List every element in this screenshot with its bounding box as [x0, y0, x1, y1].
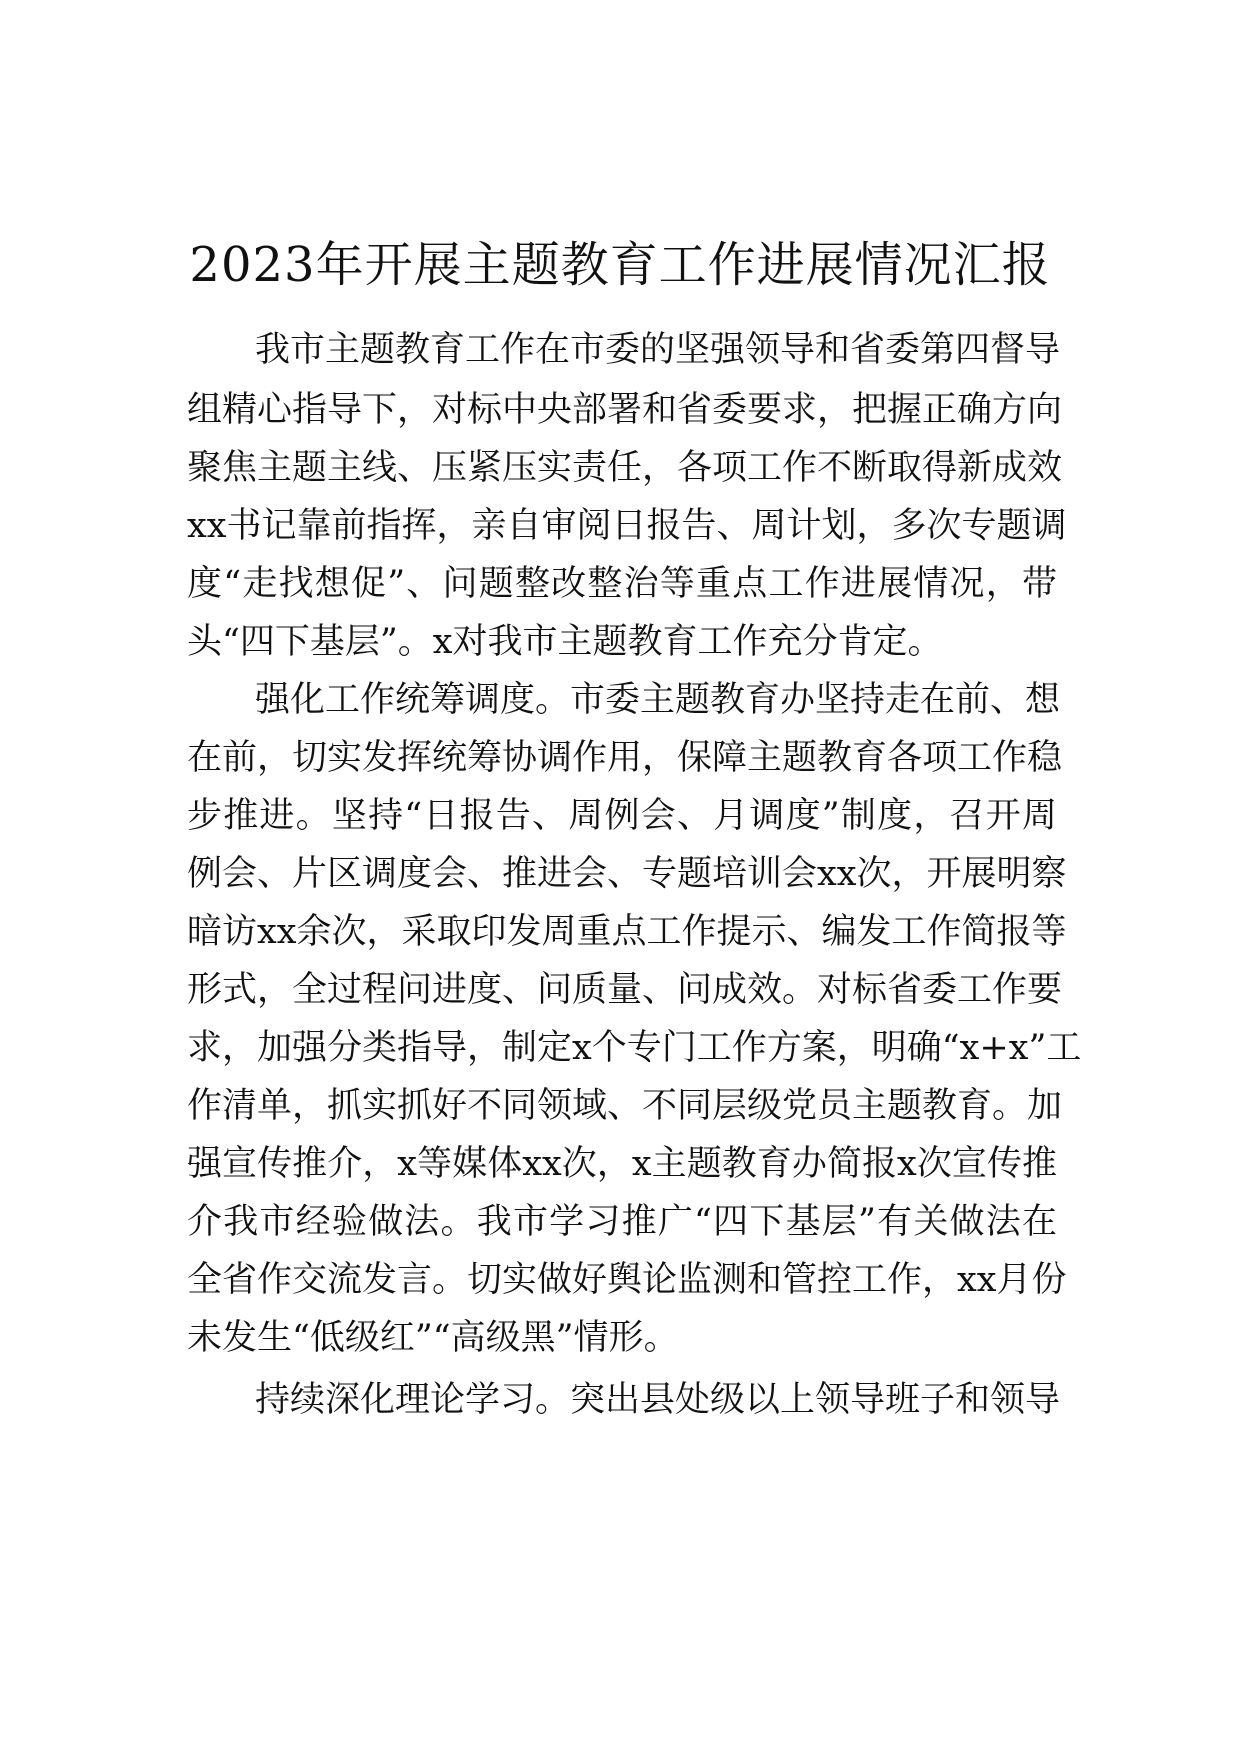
paragraph-2-line-12: 未发生“低级红”“高级黑”情形。: [187, 1318, 679, 1358]
paragraph-1-line-4: xx书记靠前指挥，亲自审阅日报告、周计划，多次专题调: [187, 506, 1067, 546]
paragraph-1-line-6: 头“四下基层”。x对我市主题教育工作充分肯定。: [187, 622, 943, 662]
paragraph-1-line-5: 度“走找想促”、问题整改整治等重点工作进展情况，带: [187, 564, 1057, 604]
paragraph-2-line-10: 介我市经验做法。我市学习推广“四下基层”有关做法在: [187, 1202, 1057, 1242]
paragraph-1-line-3: 聚焦主题主线、压紧压实责任，各项工作不断取得新成效: [187, 448, 1063, 488]
paragraph-1-line-1: 我市主题教育工作在市委的坚强领导和省委第四督导: [255, 330, 1061, 370]
paragraph-3-line-1: 持续深化理论学习。突出县处级以上领导班子和领导: [255, 1380, 1061, 1420]
paragraph-2-line-8: 作清单，抓实抓好不同领域、不同层级党员主题教育。加: [187, 1086, 1063, 1126]
paragraph-2-line-9: 强宣传推介，x等媒体xx次，x主题教育办简报x次宣传推: [187, 1144, 1057, 1184]
paragraph-2-line-1: 强化工作统筹调度。市委主题教育办坚持走在前、想: [255, 680, 1061, 720]
paragraph-2-line-5: 暗访xx余次，采取印发周重点工作提示、编发工作简报等: [187, 912, 1067, 952]
paragraph-1-line-2: 组精心指导下，对标中央部署和省委要求，把握正确方向: [187, 390, 1063, 430]
paragraph-2-line-2: 在前，切实发挥统筹协调作用，保障主题教育各项工作稳: [187, 738, 1063, 778]
paragraph-2-line-3: 步推进。坚持“日报告、周例会、月调度”制度，召开周: [187, 796, 1057, 836]
paragraph-2-line-7: 求，加强分类指导，制定x个专门工作方案，明确“x+x”工: [187, 1028, 1082, 1068]
paragraph-2-line-4: 例会、片区调度会、推进会、专题培训会xx次，开展明察: [187, 854, 1067, 894]
paragraph-2-line-11: 全省作交流发言。切实做好舆论监测和管控工作，xx月份: [187, 1260, 1067, 1300]
paragraph-2-line-6: 形式，全过程问进度、问质量、问成效。对标省委工作要: [187, 970, 1063, 1010]
document-title: 2023年开展主题教育工作进展情况汇报: [189, 237, 1051, 293]
